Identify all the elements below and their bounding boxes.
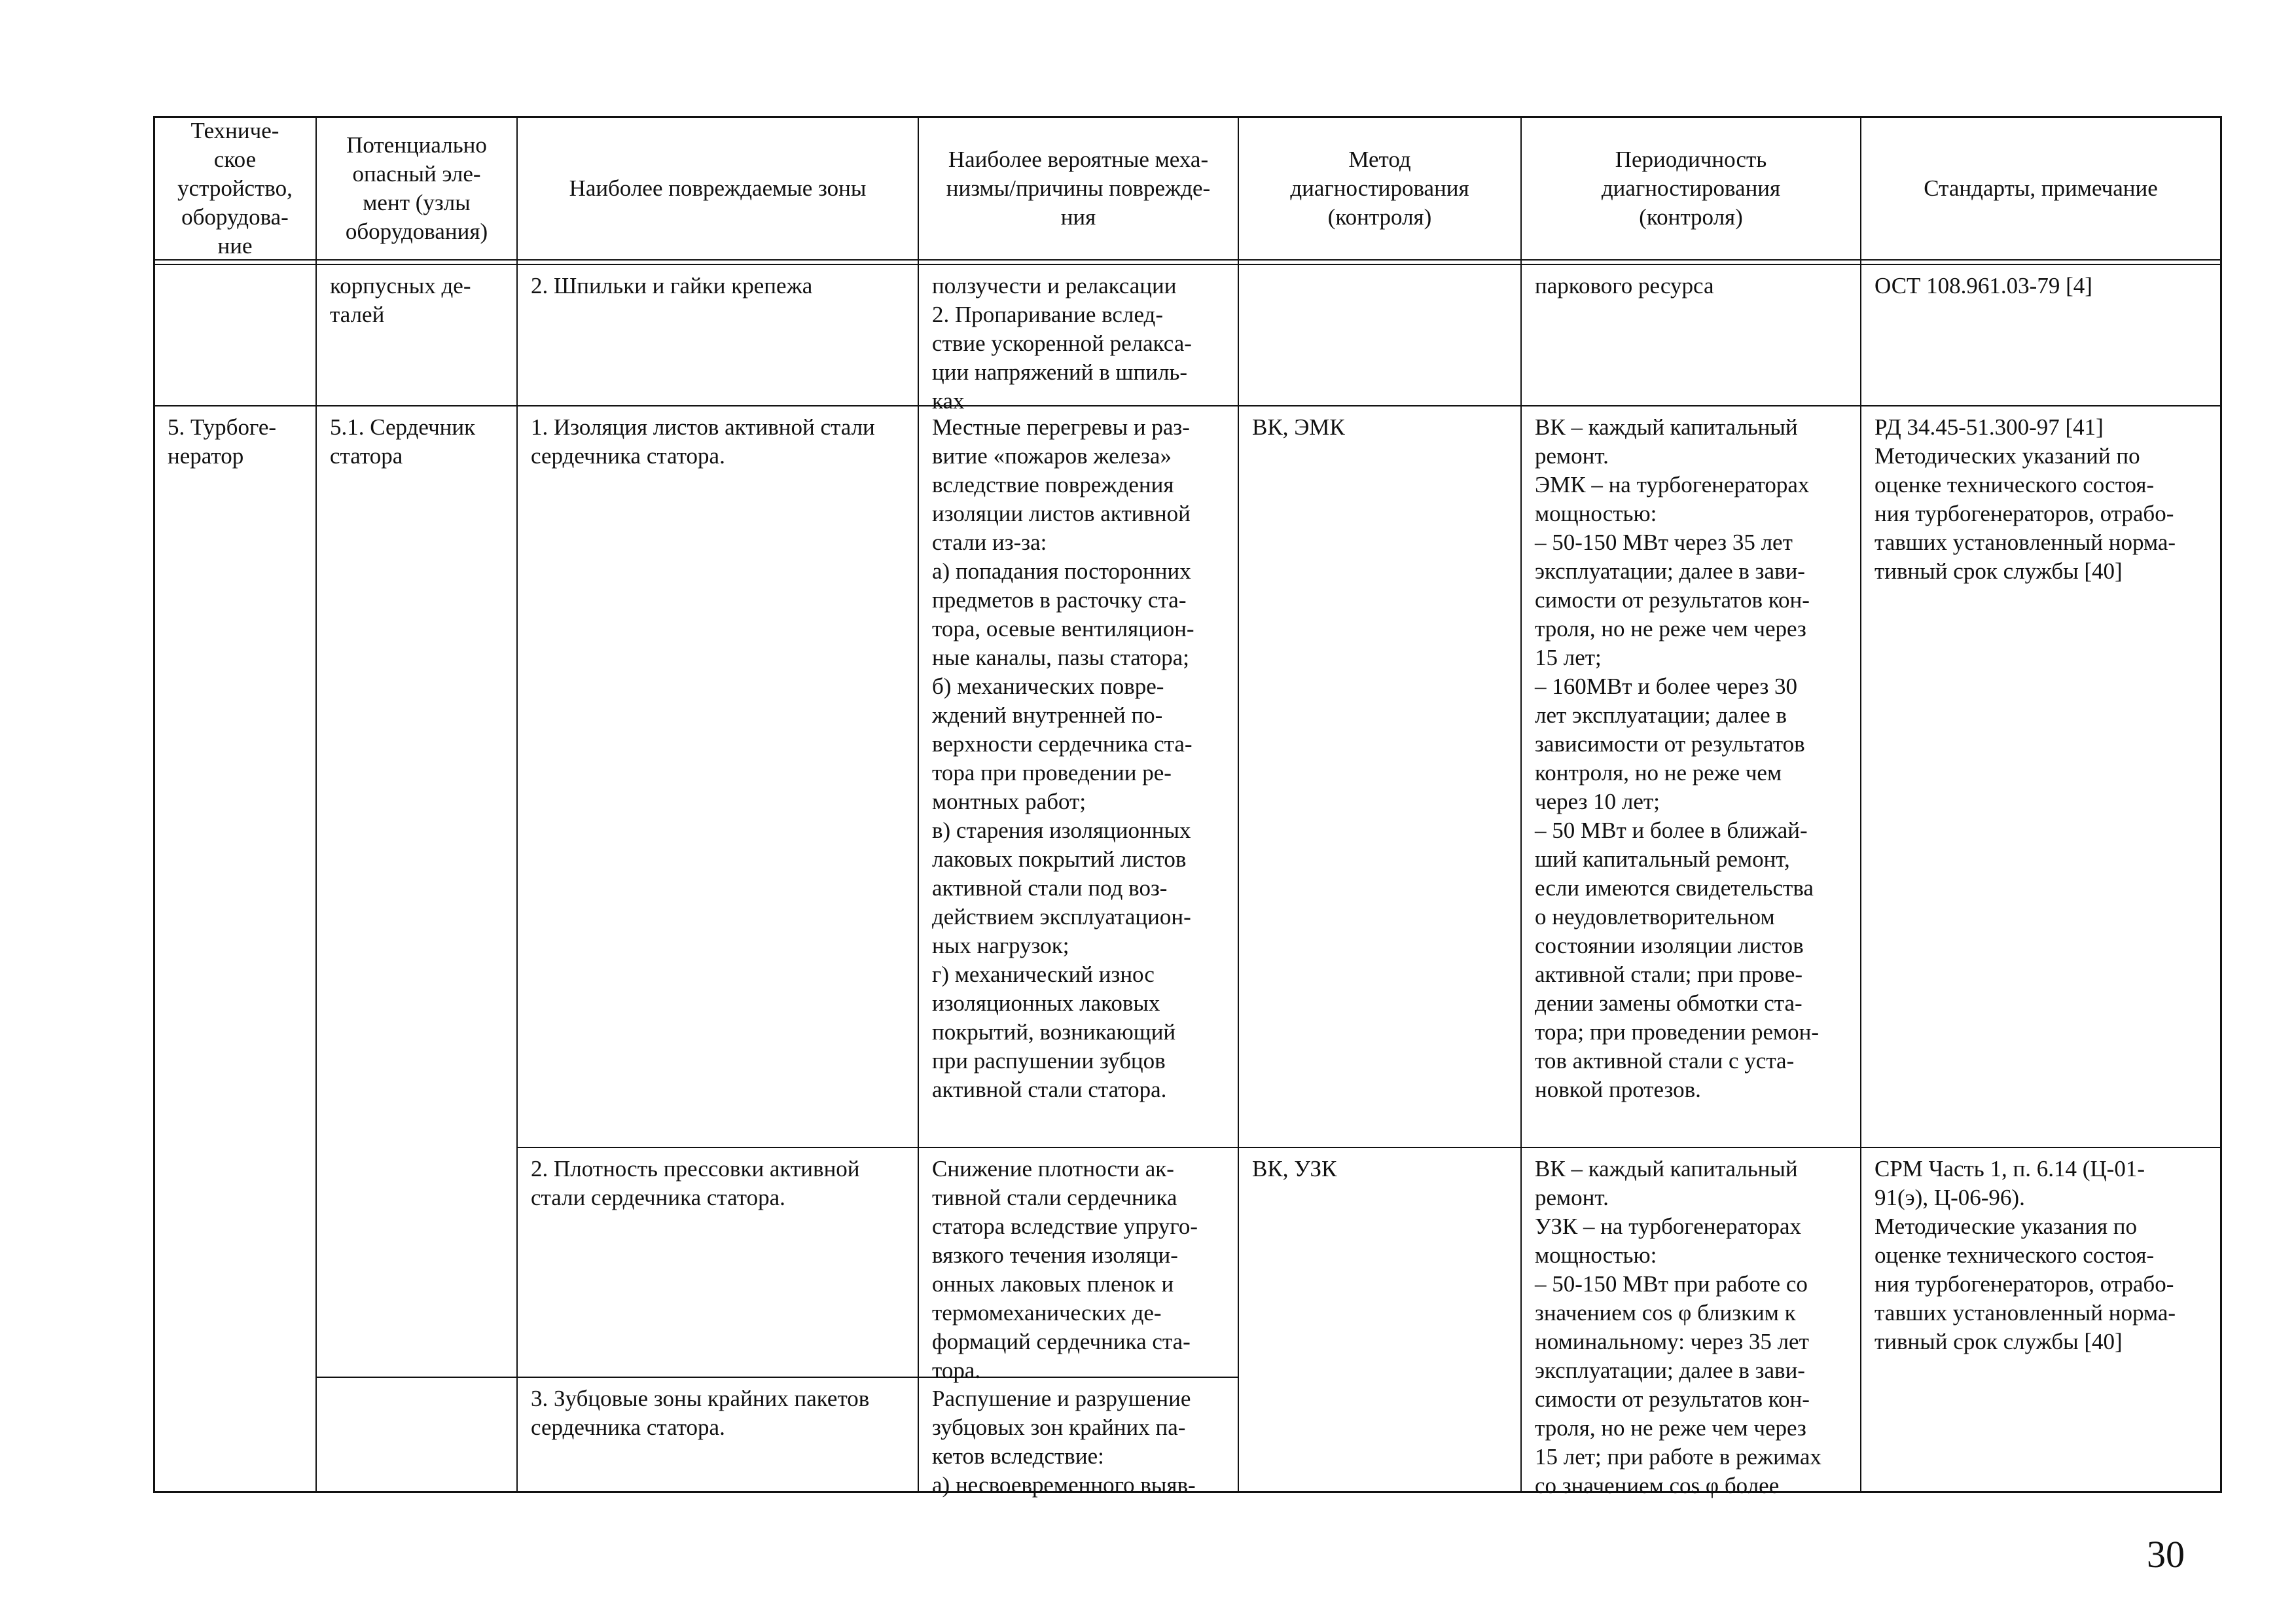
page-number: 30 [2147,1533,2185,1576]
header-device: Техниче- ское устройство, оборудова- ние [177,118,293,259]
table-cell-method: ВК, УЗК [1252,1156,1337,1182]
table-cell-zone: 1. Изоляция листов активной стали сердечника статора. [531,414,875,469]
header-standards: Стандарты, примечание [1924,175,2158,201]
table-cell-method [1239,265,1520,405]
table-cell-standard: ОСТ 108.961.03-79 [4] [1874,273,2092,298]
table-cell-cause: Местные перегревы и раз- витие «пожаров железа» вследствие повреждения изоляции листов активной стали из-за: а) попадания посторонних предметов в расточку ста- тора, осевые вентиляцион- ные каналы, пазы статора; б) механических повре- ждений внутренней по- верхности сердечника ста- тора при проведении ре- монтных работ; в) старения изоляционных лаковых покрытий листов активной стали под воз- действием эксплуатацион- ных нагрузок; г) механический износ изоляционных лаковых покрытий, возникающий при распушении зубцов активной стали статора. [932,414,1194,1102]
header-period: Периодичность диагностирования (контроля) [1601,147,1781,230]
table-cell-method: ВК, ЭМК [1252,414,1345,440]
table-cell-zone: 2. Плотность прессовки активной стали сердечника статора. [531,1156,860,1210]
table-cell-element: 5.1. Сердечник статора [330,414,476,469]
table-cell-cause: Распушение и разрушение зубцовых зон крайних па- кетов вследствие: а) несвоевременного выяв- [932,1386,1196,1498]
table-cell-standard: СРМ Часть 1, п. 6.14 (Ц-01- 91(э), Ц-06-96). Методические указания по оценке технического состоя- ния турбогенераторов, отрабо- тавших установленный норма- тивный срок службы [40] [1874,1156,2176,1354]
table-cell-device: 5. Турбоге- нератор [168,414,277,469]
table-cell-element: корпусных де- талей [330,273,471,327]
table-cell-zone: 2. Шпильки и гайки крепежа [531,273,813,298]
header-element: Потенциально опасный эле- мент (узлы оборудования) [345,132,488,244]
table-cell-cause: Снижение плотности ак- тивной стали сердечника статора вследствие упруго- вязкого течения изоляци- онных лаковых пленок и термомеханических де- формаций сердечника ста- тора. [932,1156,1198,1383]
table-cell-standard: РД 34.45-51.300-97 [41] Методических указаний по оценке технического состоя- ния турбогенераторов, отрабо- тавших установленный норма- тивный срок службы [40] [1874,414,2176,584]
header-divider [153,259,2222,261]
header-zones: Наиболее повреждаемые зоны [569,175,867,201]
table-cell-device [154,265,315,405]
table-cell-period: ВК – каждый капитальный ремонт. УЗК – на турбогенераторах мощностью: – 50-150 МВт при работе со значением cos φ близким к номинальному: через 35 лет эксплуатации; далее в зави- симости от результатов кон- троля, но не реже чем через 15 лет; при работе в режимах со значением cos φ более [1535,1156,1821,1498]
table-cell-period: паркового ресурса [1535,273,1714,298]
table-cell-period: ВК – каждый капитальный ремонт. ЭМК – на турбогенераторах мощностью: – 50-150 МВт через 35 лет эксплуатации; далее в зави- симости от результатов кон- троля, но не реже чем через 15 лет; – 160МВт и более через 30 лет эксплуатации; далее в зависимости от результатов контроля, но не реже чем через 10 лет; – 50 МВт и более в ближай- ший капитальный ремонт, если имеются свидетельства о неудовлетворительном состоянии изоляции листов активной стали; при прове- дении замены обмотки ста- тора; при проведении ремон- тов активной стали с уста- новкой протезов. [1535,414,1820,1102]
header-causes: Наиболее вероятные меха- низмы/причины поврежде- ния [946,147,1211,230]
header-method: Метод диагностирования (контроля) [1290,147,1469,230]
table-cell-cause: ползучести и релаксации 2. Пропаривание вслед- ствие ускоренной релакса- ции напряжений в шпиль- ках [932,273,1192,414]
table-cell-zone: 3. Зубцовые зоны крайних пакетов сердечника статора. [531,1386,870,1440]
